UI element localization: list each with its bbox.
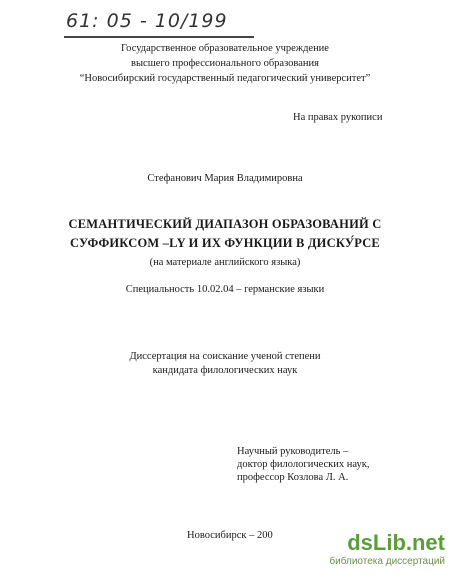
thesis-title-line-2: СУФФИКСОМ –LY И ИХ ФУНКЦИИ В ДИСКУ́РСЕ	[70, 236, 380, 250]
institution-line-2: высшего профессионального образования	[131, 58, 319, 69]
manuscript-note: На правах рукописи	[293, 112, 383, 123]
thesis-subtitle: (на материале английского языка)	[149, 257, 301, 268]
footer-city-year: Новосибирск – 200	[187, 530, 273, 541]
degree-line-2: кандидата филологических наук	[152, 365, 298, 376]
advisor-line-1: Научный руководитель –	[237, 446, 349, 457]
degree-line-1: Диссертация на соискание ученой степени	[129, 351, 321, 362]
thesis-title-line-1: СЕМАНТИЧЕСКИЙ ДИАПАЗОН ОБРАЗОВАНИЙ С	[68, 217, 382, 231]
watermark-brand: dsLib.net	[347, 530, 445, 555]
specialty-line: Специальность 10.02.04 – германские языки	[125, 284, 325, 295]
advisor-line-3: профессор Козлова Л. А.	[237, 472, 349, 483]
advisor-line-2: доктор филологических наук,	[237, 459, 370, 470]
institution-line-3: “Новосибирский государственный педагогический университет”	[79, 73, 371, 84]
handwritten-underline	[64, 36, 254, 38]
watermark-logo[interactable]	[320, 530, 445, 567]
author-name: Стефанович Мария Владимировна	[147, 173, 303, 184]
watermark-tagline: библиотека диссертаций	[329, 556, 445, 567]
handwritten-catalog-number: 61: 05 - 10/199	[66, 10, 228, 32]
institution-line-1: Государственное образовательное учреждение	[121, 43, 329, 54]
